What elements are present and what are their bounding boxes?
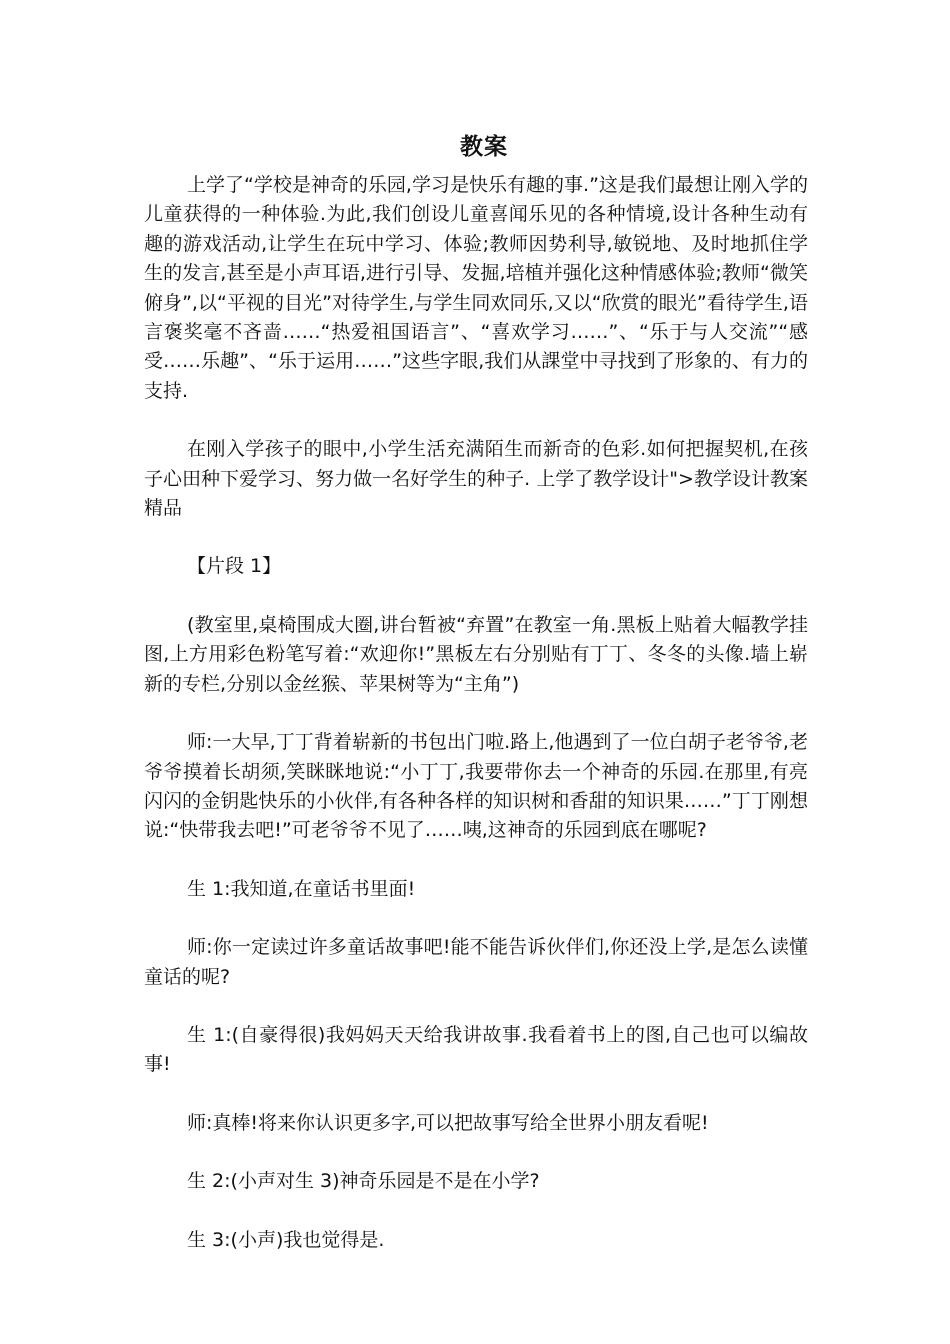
- document-body: [144, 171, 808, 1255]
- paragraph-gap: [144, 904, 808, 933]
- paragraph-gap: [144, 406, 808, 435]
- paragraph-gap: [144, 523, 808, 552]
- paragraph-teacher-1: 师:一大早,丁丁背着崭新的书包出门啦.路上,他遇到了一位白胡子老爷爷,老爷爷摸着长胡须,笑眯眯地说:“小丁丁,我要带你去一个神奇的乐园.在那里,有亮闪闪的金钥匙快乐的小伙伴,有各种各样的知识树和香甜的知识果……”丁丁刚想说:“快带我去吧!”可老爷爷不见了……咦,这神奇的乐园到底在哪呢?: [144, 731, 808, 842]
- paragraph-student-1a: 生 1:我知道,在童话书里面!: [187, 877, 416, 900]
- document-title: 教案: [460, 134, 508, 160]
- section-heading: 【片段 1】: [187, 555, 282, 578]
- paragraph-student-3: 生 3:(小声)我也觉得是.: [187, 1228, 385, 1251]
- paragraph-intro: 上学了“学校是神奇的乐园,学习是快乐有趣的事.”这是我们最想让刚入学的儿童获得的一种体验.为此,我们创设儿童喜闻乐见的各种情境,设计各种生动有趣的游戏活动,让学生在玩中学习、体验;教师因势利导,敏锐地、及时地抓住学生的发言,甚至是小声耳语,进行引导、发掘,培植并强化这种情感体验;教师“微笑俯身”,以“平视的目光”对待学生,与学生同欢同乐,又以“欣赏的眼光”看待学生,语言褒奖毫不吝啬……“热爱祖国语言”、“喜欢学习……”、“乐于与人交流”“感受……乐趣”、“乐于运用……”这些字眼,我们从課堂中寻找到了形象的、有力的支持.: [144, 174, 808, 402]
- paragraph-context: 在刚入学孩子的眼中,小学生活充满陌生而新奇的色彩.如何把握契机,在孩子心田种下爱学习、努力做一名好学生的种子. 上学了教学设计">教学设计教案精品: [144, 438, 808, 520]
- paragraph-gap: [144, 846, 808, 875]
- paragraph-student-1b: 生 1:(自豪得很)我妈妈天天给我讲故事.我看着书上的图,自己也可以编故事!: [144, 1023, 808, 1076]
- paragraph-gap: [144, 699, 808, 728]
- paragraph-gap: [144, 1197, 808, 1226]
- paragraph-teacher-2: 师:你一定读过许多童话故事吧!能不能告诉伙伴们,你还没上学,是怎么读懂童话的呢?: [144, 936, 808, 988]
- paragraph-student-2: 生 2:(小声对生 3)神奇乐园是不是在小学?: [187, 1170, 540, 1193]
- paragraph-gap: [144, 1080, 808, 1109]
- paragraph-gap: [144, 1138, 808, 1167]
- paragraph-gap: [144, 582, 808, 611]
- paragraph-scene: (教室里,桌椅围成大圈,讲台暂被“弃置”在教室一角.黑板上贴着大幅教学挂图,上方用彩色粉笔写着:“欢迎你!”黑板左右分别贴有丁丁、冬冬的头像.墙上崭新的专栏,分别以金丝猴、苹果树等为“主角”): [144, 613, 808, 695]
- paragraph-gap: [144, 992, 808, 1021]
- paragraph-teacher-3: 师:真棒!将来你认识更多字,可以把故事写给全世界小朋友看呢!: [187, 1111, 709, 1134]
